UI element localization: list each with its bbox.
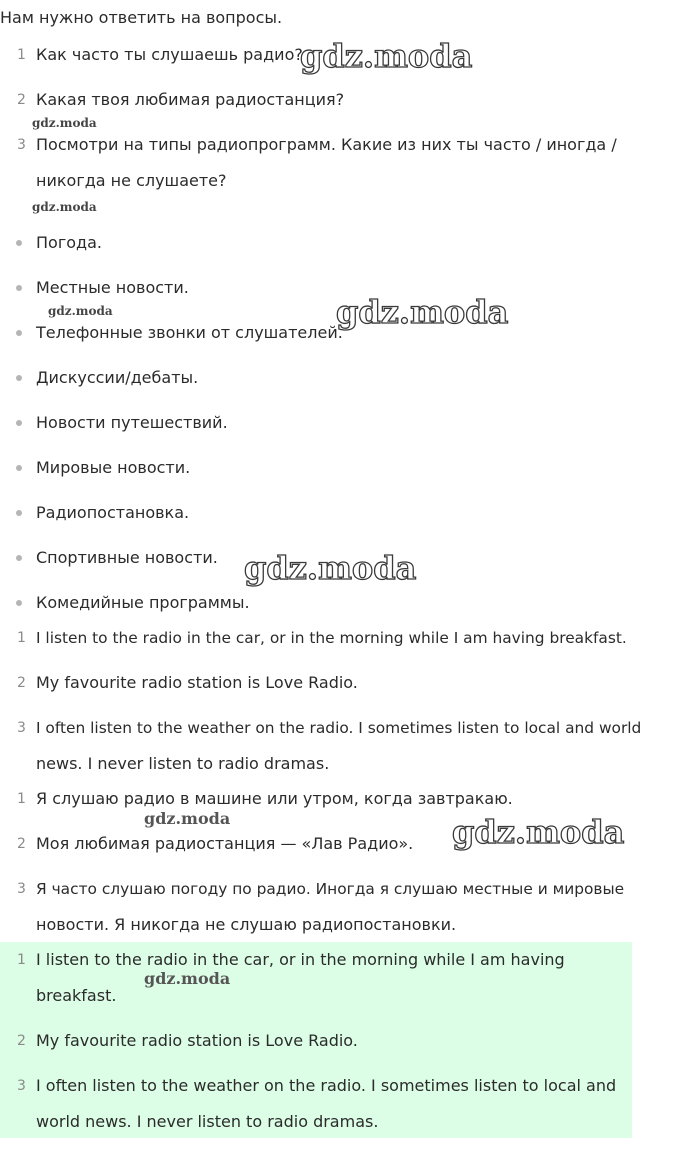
watermark-logo: gdz.moda — [144, 809, 231, 828]
list-item: Спортивные новости. — [36, 548, 218, 567]
question-text: Какая твоя любимая радиостанция? — [36, 90, 345, 109]
bullet-icon — [16, 330, 22, 336]
question-number: 1 — [17, 47, 26, 63]
watermark-logo: gdz.moda — [244, 549, 417, 587]
intro-text: Нам нужно ответить на вопросы. — [0, 8, 283, 27]
question-text: Посмотри на типы радиопрограмм. Какие из них ты часто / иногда / — [36, 135, 617, 154]
answer-text: My favourite radio station is Love Radio. — [36, 1031, 358, 1050]
bullet-icon — [16, 510, 22, 516]
bullet-icon — [16, 465, 22, 471]
answer-text: Я слушаю радио в машине или утром, когда завтракаю. — [36, 789, 513, 808]
list-item: Телефонные звонки от слушателей. — [36, 323, 343, 342]
watermark-logo: gdz.moda — [32, 200, 97, 214]
bullet-icon — [16, 420, 22, 426]
answer-number: 1 — [17, 952, 26, 968]
answer-text: I listen to the radio in the car, or in the morning while I am having breakfast. — [36, 629, 627, 647]
answer-text: I often listen to the weather on the radio. I sometimes listen to local and — [36, 1076, 617, 1095]
answer-number: 1 — [17, 630, 26, 646]
answer-text: I listen to the radio in the car, or in the morning while I am having — [36, 950, 565, 969]
list-item: Комедийные программы. — [36, 593, 250, 612]
answer-text: Моя любимая радиостанция — «Лав Радио». — [36, 834, 414, 853]
bullet-icon — [16, 555, 22, 561]
answer-number: 1 — [17, 791, 26, 807]
answer-text-continued: новости. Я никогда не слушаю радиопостановки. — [36, 915, 457, 934]
bullet-icon — [16, 600, 22, 606]
bullet-icon — [16, 240, 22, 246]
list-item: Погода. — [36, 233, 102, 252]
watermark-logo: gdz.moda — [336, 293, 509, 331]
list-item: Дискуссии/дебаты. — [36, 368, 199, 387]
bullet-icon — [16, 375, 22, 381]
answer-number: 2 — [17, 1033, 26, 1049]
answer-text: Я часто слушаю погоду по радио. Иногда я слушаю местные и мировые — [36, 880, 625, 898]
watermark-logo: gdz.moda — [144, 969, 231, 988]
answer-text: My favourite radio station is Love Radio. — [36, 673, 358, 692]
answer-text: I often listen to the weather on the radio. I sometimes listen to local and world — [36, 719, 642, 737]
question-number: 3 — [17, 137, 26, 153]
answer-text-continued: breakfast. — [36, 986, 117, 1005]
list-item: Местные новости. — [36, 278, 189, 297]
answer-text-continued: world news. I never listen to radio dramas. — [36, 1112, 379, 1131]
answer-number: 3 — [17, 720, 26, 736]
answer-number: 2 — [17, 675, 26, 691]
list-item: Мировые новости. — [36, 458, 191, 477]
question-text: Как часто ты слушаешь радио? — [36, 45, 303, 64]
answer-text-continued: news. I never listen to radio dramas. — [36, 754, 330, 773]
watermark-logo: gdz.moda — [48, 304, 113, 318]
answer-number: 3 — [17, 1078, 26, 1094]
bullet-icon — [16, 285, 22, 291]
question-number: 2 — [17, 92, 26, 108]
watermark-logo: gdz.moda — [452, 813, 625, 851]
watermark-logo: gdz.moda — [300, 37, 473, 75]
question-text-continued: никогда не слушаете? — [36, 171, 227, 190]
answer-number: 2 — [17, 836, 26, 852]
watermark-logo: gdz.moda — [32, 116, 97, 130]
answer-number: 3 — [17, 881, 26, 897]
list-item: Новости путешествий. — [36, 413, 228, 432]
list-item: Радиопостановка. — [36, 503, 190, 522]
